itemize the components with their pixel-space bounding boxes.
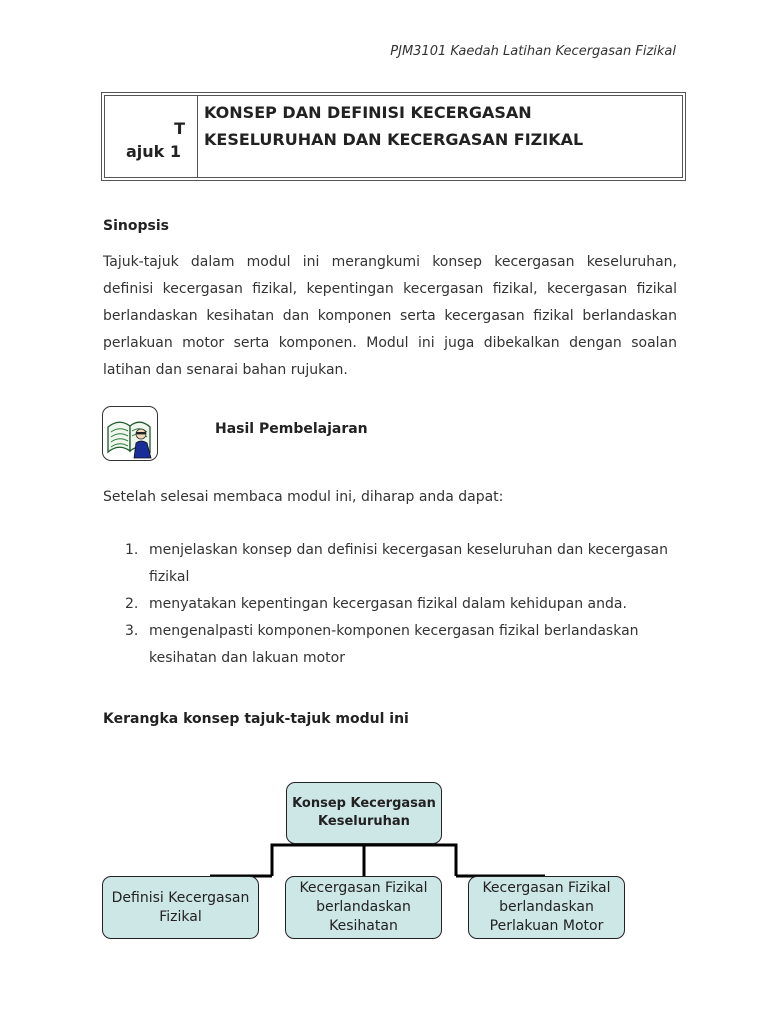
synopsis-paragraph: Tajuk-tajuk dalam modul ini merangkumi konsep kecergasan keseluruhan, definisi kecergasan fizikal, kepentingan kecergasan fizikal, kecergasan fizikal berlandaskan kesihatan dan komponen serta kecergasan fizikal berlandaskan perlakuan motor serta komponen. Modul ini juga dibekalkan dengan soalan latihan dan senarai bahan rujukan. [103,254,677,378]
topic-title-line-1: KONSEP DAN DEFINISI KECERGASAN [204,103,532,122]
topic-number-cell [105,96,198,177]
learning-intro: Setelah selesai membaca modul ini, diharap anda dapat: [103,489,504,505]
concept-map-node-perlakuan-motor: Kecergasan Fizikal berlandaskan Perlakuan Motor [468,876,625,939]
list-item [103,537,703,591]
list-item-text: menjelaskan konsep dan definisi kecergasan keseluruhan dan kecergasan fizikal [149,542,668,585]
topic-title-cell [198,96,589,177]
book-reader-icon [102,406,158,461]
course-header-note: PJM3101 Kaedah Latihan Kecergasan Fizikal [390,44,676,59]
topic-title-inner [104,95,683,178]
list-item [103,618,703,672]
topic-title-box [101,92,686,181]
list-item-number: 2. [125,596,139,612]
topic-label-t: T [174,119,185,138]
topic-label-ajuk: ajuk 1 [126,142,182,161]
list-item-text: menyatakan kepentingan kecergasan fizikal dalam kehidupan anda. [149,596,627,612]
list-item-number: 3. [125,623,139,639]
concept-map-node-definisi: Definisi Kecergasan Fizikal [102,876,259,939]
concept-map-root-node: Konsep Kecergasan Keseluruhan [286,782,442,844]
list-item [103,591,703,618]
synopsis-heading: Sinopsis [103,218,169,234]
learning-outcomes-heading: Hasil Pembelajaran [215,421,368,437]
topic-title-line-2: KESELURUHAN DAN KECERGASAN FIZIKAL [204,130,584,149]
list-item-text: mengenalpasti komponen-komponen kecergasan fizikal berlandaskan kesihatan dan lakuan motor [149,623,639,666]
learning-outcomes-list [103,537,703,672]
framework-heading: Kerangka konsep tajuk-tajuk modul ini [103,711,409,727]
list-item-number: 1. [125,542,139,558]
concept-map-node-kesihatan: Kecergasan Fizikal berlandaskan Kesihatan [285,876,442,939]
